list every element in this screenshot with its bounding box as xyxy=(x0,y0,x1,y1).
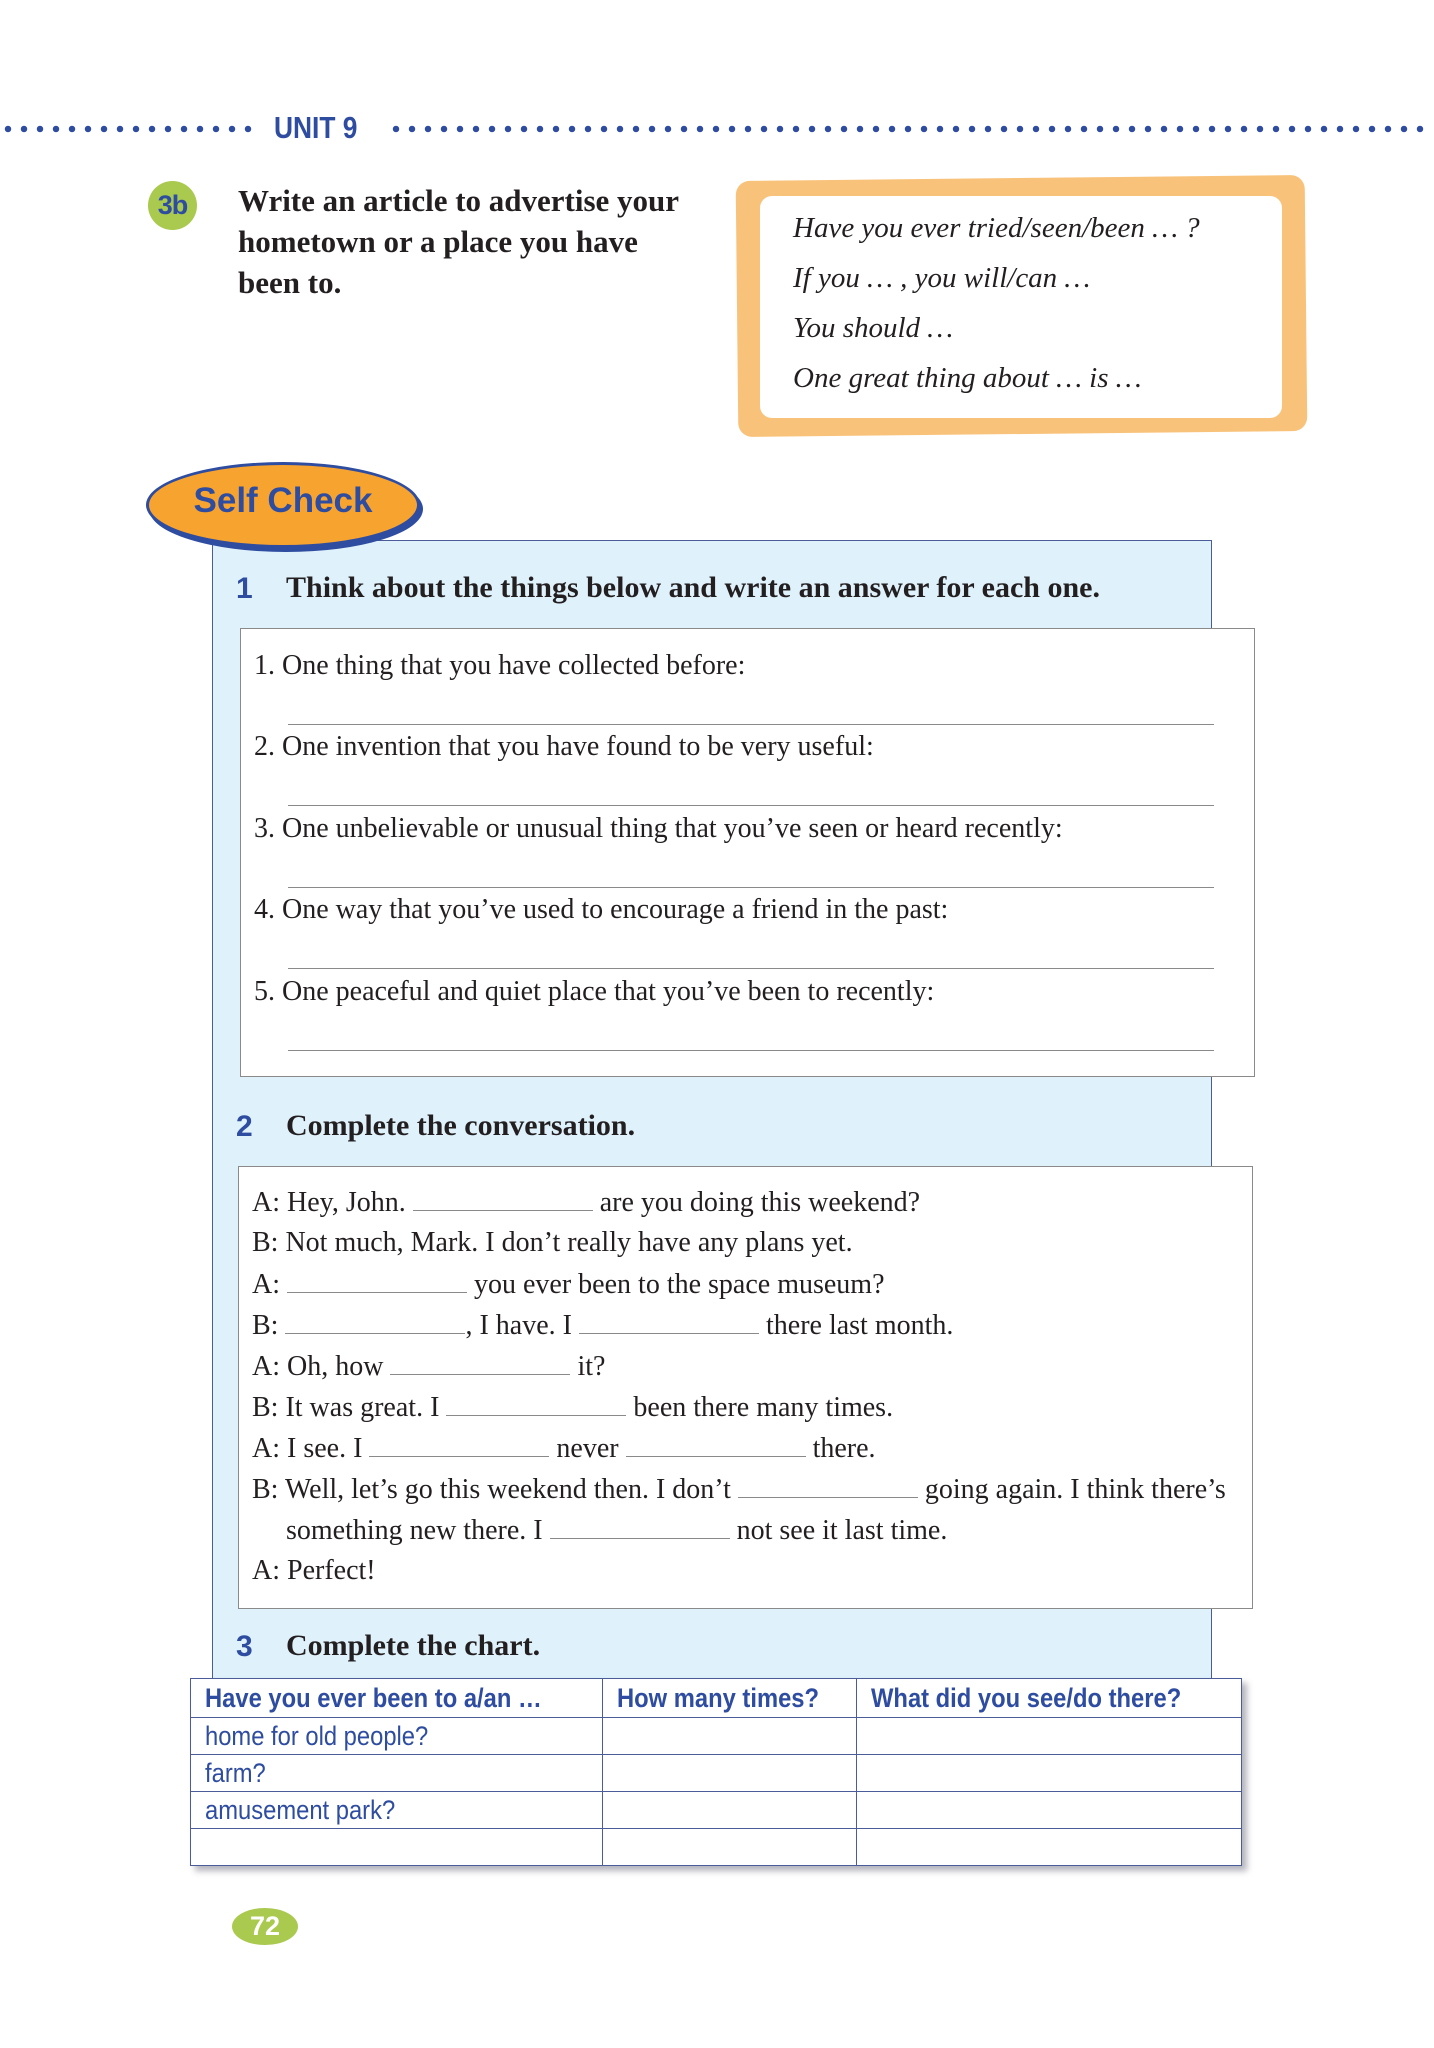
question-text: 3. One unbelievable or unusual thing that you’ve seen or heard recently: xyxy=(254,813,1063,844)
dialogue-line xyxy=(252,1309,953,1342)
answer-blank[interactable] xyxy=(550,1514,730,1539)
times-cell[interactable] xyxy=(602,1755,857,1792)
dialogue-text: A: Perfect! xyxy=(252,1555,376,1586)
chart-row xyxy=(191,1718,1242,1755)
answer-line[interactable] xyxy=(288,724,1214,725)
activity-cell[interactable] xyxy=(857,1718,1242,1755)
answer-blank[interactable] xyxy=(390,1350,570,1375)
section-number: 3 xyxy=(236,1630,253,1663)
header-dots-left xyxy=(0,125,256,133)
tip-line: You should … xyxy=(793,312,954,344)
place-cell: farm? xyxy=(191,1755,603,1792)
chart-header-row xyxy=(191,1679,1242,1718)
answer-blank[interactable] xyxy=(446,1391,626,1416)
place-cell: amusement park? xyxy=(191,1792,603,1829)
instruction-line: hometown or a place you have xyxy=(238,224,638,259)
answer-blank[interactable] xyxy=(413,1186,593,1211)
section-heading: Think about the things below and write an answer for each one. xyxy=(286,571,1100,604)
dialogue-text: B: Not much, Mark. I don’t really have any plans yet. xyxy=(252,1227,853,1258)
dialogue-text: A: xyxy=(252,1269,287,1300)
dialogue-text: never xyxy=(549,1433,626,1464)
column-header: Have you ever been to a/an … xyxy=(191,1679,603,1718)
activity-cell[interactable] xyxy=(857,1829,1242,1866)
dialogue-text: not see it last time. xyxy=(729,1515,948,1546)
question-text: 5. One peaceful and quiet place that you’ve been to recently: xyxy=(254,976,935,1007)
tip-line: If you … , you will/can … xyxy=(793,262,1091,294)
unit-label: UNIT 9 xyxy=(274,110,358,145)
section-number: 1 xyxy=(236,572,253,605)
section-heading: Complete the conversation. xyxy=(286,1109,636,1142)
answer-blank[interactable] xyxy=(285,1309,465,1334)
dialogue-text: something new there. I xyxy=(286,1515,550,1546)
dialogue-text: A: Oh, how xyxy=(252,1351,391,1382)
chart-row xyxy=(191,1792,1242,1829)
dialogue-line xyxy=(252,1391,893,1424)
dialogue-text: going again. I think there’s xyxy=(917,1474,1226,1505)
tip-line: One great thing about … is … xyxy=(793,362,1142,394)
dialogue-text: B: It was great. I xyxy=(252,1392,447,1423)
dialogue-text: you ever been to the space museum? xyxy=(467,1269,885,1300)
activity-cell[interactable] xyxy=(857,1792,1242,1829)
instruction-line: been to. xyxy=(238,265,342,300)
answer-line[interactable] xyxy=(288,1050,1214,1051)
dialogue-text: B: Well, let’s go this weekend then. I don’t xyxy=(252,1474,738,1505)
times-cell[interactable] xyxy=(602,1792,857,1829)
answer-blank[interactable] xyxy=(369,1432,549,1457)
answer-blank[interactable] xyxy=(738,1473,918,1498)
tip-line: Have you ever tried/seen/been … ? xyxy=(793,212,1200,244)
place-cell[interactable] xyxy=(191,1829,603,1866)
column-header: What did you see/do there? xyxy=(857,1679,1242,1718)
place-cell: home for old people? xyxy=(191,1718,603,1755)
self-check-badge xyxy=(146,462,420,548)
section-heading: Complete the chart. xyxy=(286,1629,541,1662)
dialogue-text: been there many times. xyxy=(626,1392,894,1423)
answer-blank[interactable] xyxy=(287,1268,467,1293)
dialogue-line xyxy=(252,1268,885,1301)
header-dots-right xyxy=(388,125,1430,133)
dialogue-text: there. xyxy=(805,1433,876,1464)
dialogue-text: B: xyxy=(252,1310,286,1341)
dialogue-line xyxy=(286,1514,947,1547)
column-header: How many times? xyxy=(602,1679,857,1718)
dialogue-text: it? xyxy=(570,1351,606,1382)
question-text: 2. One invention that you have found to be very useful: xyxy=(254,731,874,762)
chart-row xyxy=(191,1829,1242,1866)
answer-blank[interactable] xyxy=(626,1432,806,1457)
question-text: 1. One thing that you have collected before: xyxy=(254,650,746,681)
answer-line[interactable] xyxy=(288,805,1214,806)
dialogue-line xyxy=(252,1432,876,1465)
dialogue-line xyxy=(252,1186,920,1219)
activity-cell[interactable] xyxy=(857,1755,1242,1792)
dialogue-line xyxy=(252,1227,853,1259)
section-number: 2 xyxy=(236,1110,253,1143)
questions-box xyxy=(240,628,1255,1077)
chart-row xyxy=(191,1755,1242,1792)
self-check-title: Self Check xyxy=(193,481,373,520)
dialogue-line xyxy=(252,1350,605,1383)
task-badge: 3b xyxy=(148,181,197,230)
dialogue-line xyxy=(252,1473,1226,1506)
times-cell[interactable] xyxy=(602,1718,857,1755)
dialogue-line xyxy=(252,1555,376,1587)
answer-blank[interactable] xyxy=(579,1309,759,1334)
answer-line[interactable] xyxy=(288,968,1214,969)
dialogue-text: A: Hey, John. xyxy=(252,1187,413,1218)
dialogue-text: A: I see. I xyxy=(252,1433,370,1464)
dialogue-text: there last month. xyxy=(758,1310,954,1341)
experience-chart xyxy=(190,1678,1242,1866)
dialogue-text: , I have. I xyxy=(465,1310,579,1341)
page-number: 72 xyxy=(232,1908,298,1945)
times-cell[interactable] xyxy=(602,1829,857,1866)
instruction-line: Write an article to advertise your xyxy=(238,183,680,218)
question-text: 4. One way that you’ve used to encourage a friend in the past: xyxy=(254,894,949,925)
dialogue-text: are you doing this weekend? xyxy=(592,1187,921,1218)
answer-line[interactable] xyxy=(288,887,1214,888)
task-instruction xyxy=(238,180,718,303)
